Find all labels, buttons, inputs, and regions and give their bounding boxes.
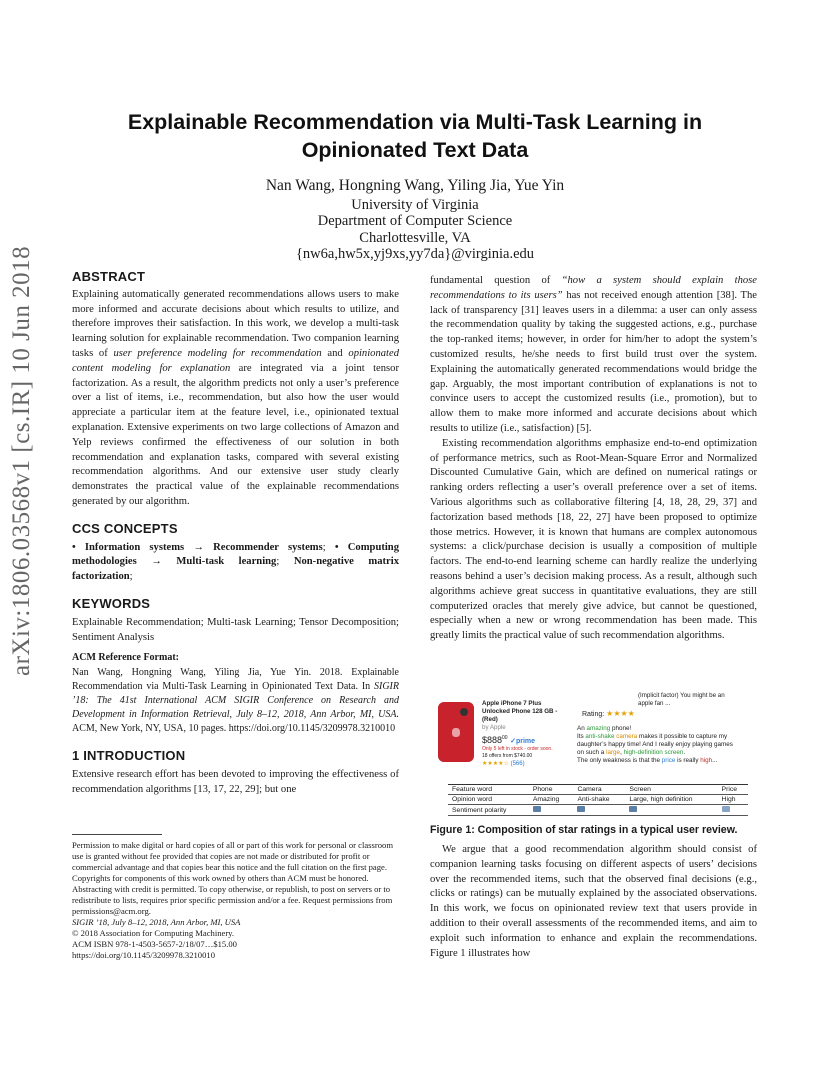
right-column bbox=[430, 274, 757, 644]
right-paragraph-1: fundamental question of “how a system should explain those recommendations to its users” has not received enough attention [38]. The lack of transparency [31] leaves users in a dilemma: a user can only assess the recommendation quality by taking the suggested actions, e.g., purchase the top-ranked items; however, in order for him/her to adopt the system’s customized results, he/she needs to first build trust over the system. Explaining the automatically generated recommendations would bridge the gap. Arguably, the most important contribution of explanations is not to convince users to accept the customized results (i.e., promotion), but to allow them to make more informed and accurate decisions about which results to utilize (i.e., satisfaction) [5]. bbox=[430, 275, 757, 434]
copyright-line: © 2018 Association for Computing Machinery. bbox=[72, 928, 235, 938]
keywords-text: Explainable Recommendation; Multi-task Learning; Tensor Decomposition; Sentiment Analysis bbox=[72, 616, 399, 643]
thumbs-up-icon bbox=[577, 806, 585, 812]
table-cell: Screen bbox=[625, 785, 717, 795]
table-cell: Anti-shake bbox=[573, 795, 625, 805]
product-title: Apple iPhone 7 Plus Unlocked Phone 128 GB - (Red) bbox=[482, 700, 558, 723]
product-info bbox=[482, 700, 562, 768]
thumbs-up-icon bbox=[629, 806, 637, 812]
keywords-heading: KEYWORDS bbox=[72, 595, 151, 611]
paper-title bbox=[92, 108, 738, 164]
affiliation-line: Charlottesville, VA bbox=[359, 229, 471, 246]
implicit-factor-note: (Implicit factor) You might be an apple fan ... bbox=[638, 692, 725, 707]
title-line-2: Opinionated Text Data bbox=[301, 138, 529, 162]
table-row bbox=[448, 795, 748, 805]
table-cell bbox=[625, 805, 717, 816]
isbn-line: ACM ISBN 978-1-4503-5657-2/18/07…$15.00 bbox=[72, 939, 237, 949]
product-brand: by Apple bbox=[482, 724, 506, 731]
table-cell: High bbox=[718, 795, 748, 805]
table-cell: Large, high definition bbox=[625, 795, 717, 805]
intro-text: Extensive research effort has been devoted to improving the effectiveness of recommendation algorithms [13, 17, 22, 29]; but one bbox=[72, 768, 399, 795]
table-cell: Camera bbox=[573, 785, 625, 795]
table-cell: Opinion word bbox=[448, 795, 529, 805]
permission-notice: Permission to make digital or hard copies of all or part of this work for personal or classroom use is granted without fee provided that copies are not made or distributed for profit or commercial advantage and that copies bear this notice and the full citation on the first page. Copyrights for components of this work owned by others than ACM must be honored. Abstracting with credit is permitted. To copy otherwise, or republish, to post on servers or to redistribute to lists, requires prior specific permission and/or a fee. Request permissions from permissions@acm.org. bbox=[72, 840, 393, 916]
table-cell: Price bbox=[718, 785, 748, 795]
intro-heading: 1 INTRODUCTION bbox=[72, 748, 186, 764]
right-column-lower bbox=[430, 843, 757, 961]
footnote-block bbox=[72, 834, 399, 961]
right-paragraph-2: Existing recommendation algorithms emphasize end-to-end optimization of performance metrics, such as Root-Mean-Square Error and Normalized Discounted Cumulative Gain, which are defined on numerical ratings or ranking orders reflecting a user’s overall preference over a set of items. Various algorithms such as collaborative filtering [4, 18, 28, 29, 37] and factorization based methods [18, 22, 27] have been proposed to optimize those metrics. However, it is known that humans are complex autonomous systems: a click/purchase decision is usually a composition of multiple factors. The end-to-end learning scheme can hardly realize the underlying reasons behind a user’s decision making process. As a result, although such algorithms achieve great success in quantitative evaluations, they are still computerized oracles that merely give advice, but cannot be questioned, especially when a new or wrong recommendation has been made. This greatly limits the practical value of such recommendation algorithms. bbox=[430, 437, 757, 642]
affiliation-line: Department of Computer Science bbox=[317, 213, 513, 229]
affiliation-line: University of Virginia bbox=[351, 196, 479, 213]
thumbs-down-icon bbox=[722, 806, 730, 812]
doi-line: https://doi.org/10.1145/3209978.3210010 bbox=[72, 950, 215, 960]
table-cell bbox=[573, 805, 625, 816]
acm-ref-text: Nan Wang, Hongning Wang, Yiling Jia, Yue Yin. 2018. Explainable Recommendation via Multi-Task Learning in Opinionated Text Data. In SIGIR ’18: The 41st International ACM SIGIR Conference on Research and Development in Information Retrieval, July 8–12, 2018, Ann Arbor, MI, USA. ACM, New York, NY, USA, 10 pages. https://doi.org/10.1145/3209978.3210010 bbox=[72, 667, 399, 735]
thumbs-up-icon bbox=[533, 806, 541, 812]
title-line-1: Explainable Recommendation via Multi-Task Learning in bbox=[127, 110, 703, 134]
camera-icon bbox=[460, 708, 468, 716]
product-price: $\$888^{00}$ ✓prime bbox=[482, 735, 536, 745]
product-rating: ★★★★☆ (566) bbox=[482, 761, 525, 767]
table-cell: Sentiment polarity bbox=[448, 805, 529, 816]
arxiv-stamp: arXiv:1806.03568v1 [cs.IR] 10 Jun 2018 bbox=[8, 245, 35, 676]
table-cell: Feature word bbox=[448, 785, 529, 795]
left-column bbox=[72, 270, 399, 798]
acm-ref-heading: ACM Reference Format: bbox=[72, 652, 179, 664]
author-names: Nan Wang, Hongning Wang, Yiling Jia, Yue Yin bbox=[265, 177, 565, 194]
rating-line: Rating: ★★★★ bbox=[582, 709, 635, 718]
table-cell: Phone bbox=[529, 785, 574, 795]
phone-image bbox=[438, 702, 474, 762]
author-block bbox=[92, 178, 738, 263]
table-row bbox=[448, 785, 748, 795]
footnote-rule bbox=[72, 834, 162, 835]
stock-notice: Only 5 left in stock - order soon. bbox=[482, 746, 553, 752]
table-cell bbox=[718, 805, 748, 816]
abstract-heading: ABSTRACT bbox=[72, 269, 146, 284]
abstract-text: Explaining automatically generated recommendations allows users to make more informed and accurate decisions about which results to utilize, and therefore improves their satisfaction. In this work, we develop a multi-task learning solution for explainable recommendation. Two companion learning tasks of user preference modeling for recommendation and opinionated content modeling for explanation are integrated via a joint tensor factorization. As a result, the algorithm predicts not only a user’s preference over a list of items, i.e., recommendation, but also how the user would appreciate a particular item at the feature level, i.e., opinionated textual explanation. Extensive experiments on two large collections of Amazon and Yelp reviews confirmed the effectiveness of our solution in both recommendation and explanation tasks, compared with several existing recommendation algorithms. And our extensive user study clearly demonstrates the practical value of the explainable recommendations generated by our algorithm. bbox=[72, 288, 400, 507]
figure-1 bbox=[430, 690, 757, 818]
ccs-heading: CCS CONCEPTS bbox=[72, 520, 178, 536]
author-emails: {nw6a,hw5x,yj9xs,yy7da}@virginia.edu bbox=[295, 246, 535, 262]
table-cell: Amazing bbox=[529, 795, 574, 805]
venue-line: SIGIR ’18, July 8–12, 2018, Ann Arbor, MI, USA bbox=[72, 917, 241, 927]
apple-logo-icon bbox=[452, 728, 460, 737]
table-cell bbox=[529, 805, 574, 816]
table-row bbox=[448, 805, 748, 816]
ccs-text: • Information systems → Recommender systems; • Computing methodologies → Multi-task learning; Non-negative matrix factorization; bbox=[72, 541, 399, 583]
offers-text: 18 offers from $740.00 bbox=[482, 753, 533, 759]
feature-table bbox=[448, 784, 748, 816]
review-text: An amazing phone! Its anti-shake camera makes it possible to capture my daughter’s happy time! And I really enjoy playing games on such a large, high-definition screen. The only weakness is that the price is really high... bbox=[577, 725, 733, 764]
figure-caption: Figure 1: Composition of star ratings in a typical user review. bbox=[430, 824, 738, 836]
right-paragraph-3: We argue that a good recommendation algorithm should consist of companion learning tasks focusing on different aspects of users’ decisions over the recommended items, such that the observed final decisions (e.g., clicks or ratings) can be mutually explained by the associated observations. In this work, we focus on opinionated review text that users provide in addition to their overall assessments of the recommended items, and aim to exploit such information to enhance and explain the recommendations. Figure 1 illustrates how bbox=[430, 844, 757, 959]
